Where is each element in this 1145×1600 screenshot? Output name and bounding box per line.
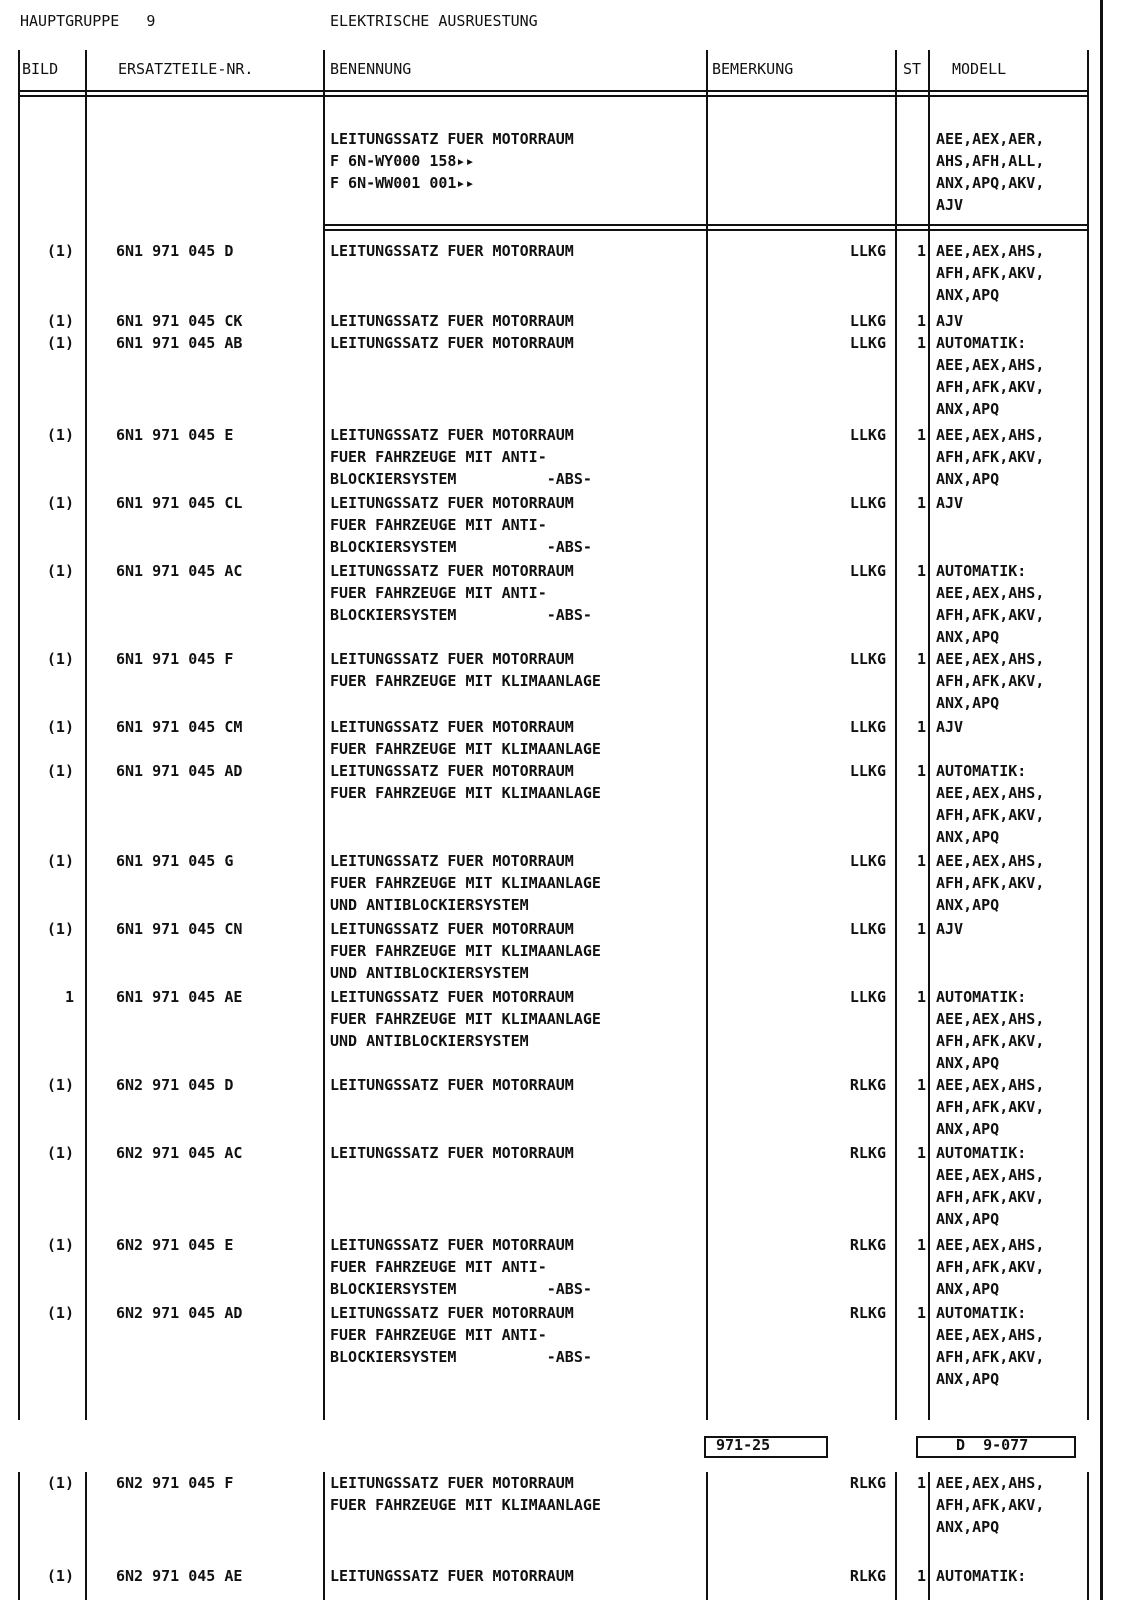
column-header-qty: ST xyxy=(903,60,922,78)
cont-col-line-qty xyxy=(928,1472,930,1600)
qty-cell: 1 xyxy=(916,1236,926,1254)
description-cell: LEITUNGSSATZ FUER MOTORRAUM FUER FAHRZEUGE MIT ANTI- BLOCKIERSYSTEM -ABS- xyxy=(330,562,592,624)
qty-cell: 1 xyxy=(916,312,926,330)
model-cell: AUTOMATIK: AEE,AEX,AHS, AFH,AFK,AKV, ANX,APQ xyxy=(936,562,1045,646)
model-cell: AEE,AEX,AHS, AFH,AFK,AKV, ANX,APQ xyxy=(936,1474,1045,1536)
bild-cell: (1) xyxy=(46,762,74,780)
intro-models: AEE,AEX,AER, AHS,AFH,ALL, ANX,APQ,AKV, AJV xyxy=(936,130,1045,214)
qty-cell: 1 xyxy=(916,1144,926,1162)
part-number-cell: 6N2 971 045 D xyxy=(116,1076,234,1094)
bild-cell: (1) xyxy=(46,1076,74,1094)
part-number-cell: 6N2 971 045 F xyxy=(116,1474,234,1492)
description-cell: LEITUNGSSATZ FUER MOTORRAUM xyxy=(330,242,574,260)
group-label: HAUPTGRUPPE 9 xyxy=(20,12,156,30)
cont-col-line-right xyxy=(1087,1472,1089,1600)
remark-cell: LLKG xyxy=(849,650,886,668)
qty-cell: 1 xyxy=(916,762,926,780)
model-cell: AUTOMATIK: AEE,AEX,AHS, AFH,AFK,AKV, ANX,APQ xyxy=(936,1144,1045,1228)
model-cell: AUTOMATIK: AEE,AEX,AHS, AFH,AFK,AKV, ANX,APQ xyxy=(936,334,1045,418)
qty-cell: 1 xyxy=(916,1567,926,1585)
col-line-right xyxy=(1087,50,1089,1420)
bild-cell: (1) xyxy=(46,718,74,736)
description-cell: LEITUNGSSATZ FUER MOTORRAUM xyxy=(330,334,574,352)
qty-cell: 1 xyxy=(916,1304,926,1322)
page-ref-left: 971-25 xyxy=(716,1436,771,1454)
bild-cell: (1) xyxy=(46,334,74,352)
bild-cell: (1) xyxy=(46,1236,74,1254)
part-number-cell: 6N1 971 045 AD xyxy=(116,762,243,780)
col-line-qty xyxy=(928,50,930,1420)
part-number-cell: 6N1 971 045 AE xyxy=(116,988,243,1006)
bild-cell: (1) xyxy=(46,242,74,260)
part-number-cell: 6N2 971 045 AD xyxy=(116,1304,243,1322)
model-cell: AJV xyxy=(936,718,964,736)
bild-cell: (1) xyxy=(46,312,74,330)
description-cell: LEITUNGSSATZ FUER MOTORRAUM xyxy=(330,1567,574,1585)
bild-cell: (1) xyxy=(46,426,74,444)
part-number-cell: 6N2 971 045 AE xyxy=(116,1567,243,1585)
part-number-cell: 6N1 971 045 CK xyxy=(116,312,243,330)
remark-cell: RLKG xyxy=(849,1144,886,1162)
model-cell: AUTOMATIK: xyxy=(936,1567,1027,1585)
part-number-cell: 6N1 971 045 AC xyxy=(116,562,243,580)
qty-cell: 1 xyxy=(916,494,926,512)
bild-cell: (1) xyxy=(46,1474,74,1492)
bild-cell: (1) xyxy=(46,562,74,580)
description-cell: LEITUNGSSATZ FUER MOTORRAUM xyxy=(330,1076,574,1094)
page-ref-right: D 9-077 xyxy=(956,1436,1029,1454)
description-cell: LEITUNGSSATZ FUER MOTORRAUM FUER FAHRZEUGE MIT KLIMAANLAGE xyxy=(330,1474,601,1514)
description-cell: LEITUNGSSATZ FUER MOTORRAUM FUER FAHRZEUGE MIT ANTI- BLOCKIERSYSTEM -ABS- xyxy=(330,494,592,556)
part-number-cell: 6N1 971 045 G xyxy=(116,852,234,870)
qty-cell: 1 xyxy=(916,334,926,352)
model-cell: AUTOMATIK: AEE,AEX,AHS, AFH,AFK,AKV, ANX,APQ xyxy=(936,988,1045,1072)
remark-cell: LLKG xyxy=(849,762,886,780)
intro-description: LEITUNGSSATZ FUER MOTORRAUM F 6N-WY000 158▸▸ F 6N-WW001 001▸▸ xyxy=(330,130,574,192)
remark-cell: RLKG xyxy=(849,1474,886,1492)
col-line-part-no xyxy=(323,50,325,1420)
col-line-bild xyxy=(85,50,87,1420)
part-number-cell: 6N1 971 045 CL xyxy=(116,494,243,512)
model-cell: AJV xyxy=(936,312,964,330)
remark-cell: LLKG xyxy=(849,242,886,260)
bild-cell: (1) xyxy=(46,1144,74,1162)
description-cell: LEITUNGSSATZ FUER MOTORRAUM FUER FAHRZEUGE MIT KLIMAANLAGE UND ANTIBLOCKIERSYSTEM xyxy=(330,852,601,914)
bild-cell: (1) xyxy=(46,494,74,512)
col-line-description xyxy=(706,50,708,1420)
column-header-description: BENENNUNG xyxy=(330,60,412,78)
remark-cell: RLKG xyxy=(849,1076,886,1094)
part-number-cell: 6N1 971 045 AB xyxy=(116,334,243,352)
description-cell: LEITUNGSSATZ FUER MOTORRAUM FUER FAHRZEUGE MIT KLIMAANLAGE xyxy=(330,718,601,758)
qty-cell: 1 xyxy=(916,650,926,668)
description-cell: LEITUNGSSATZ FUER MOTORRAUM FUER FAHRZEUGE MIT KLIMAANLAGE xyxy=(330,650,601,690)
bild-cell: (1) xyxy=(46,852,74,870)
model-cell: AUTOMATIK: AEE,AEX,AHS, AFH,AFK,AKV, ANX,APQ xyxy=(936,762,1045,846)
cont-col-line-part-no xyxy=(323,1472,325,1600)
remark-cell: RLKG xyxy=(849,1236,886,1254)
bild-cell: (1) xyxy=(46,650,74,668)
qty-cell: 1 xyxy=(916,920,926,938)
model-cell: AEE,AEX,AHS, AFH,AFK,AKV, ANX,APQ xyxy=(936,1236,1045,1298)
part-number-cell: 6N1 971 045 F xyxy=(116,650,234,668)
description-cell: LEITUNGSSATZ FUER MOTORRAUM FUER FAHRZEUGE MIT KLIMAANLAGE UND ANTIBLOCKIERSYSTEM xyxy=(330,920,601,982)
column-header-bild: BILD xyxy=(22,60,59,78)
part-number-cell: 6N1 971 045 D xyxy=(116,242,234,260)
model-cell: AEE,AEX,AHS, AFH,AFK,AKV, ANX,APQ xyxy=(936,650,1045,712)
description-cell: LEITUNGSSATZ FUER MOTORRAUM xyxy=(330,1144,574,1162)
qty-cell: 1 xyxy=(916,562,926,580)
description-cell: LEITUNGSSATZ FUER MOTORRAUM FUER FAHRZEUGE MIT KLIMAANLAGE xyxy=(330,762,601,802)
model-cell: AUTOMATIK: AEE,AEX,AHS, AFH,AFK,AKV, ANX,APQ xyxy=(936,1304,1045,1388)
description-cell: LEITUNGSSATZ FUER MOTORRAUM xyxy=(330,312,574,330)
column-header-model: MODELL xyxy=(952,60,1007,78)
model-cell: AEE,AEX,AHS, AFH,AFK,AKV, ANX,APQ xyxy=(936,1076,1045,1138)
qty-cell: 1 xyxy=(916,988,926,1006)
remark-cell: LLKG xyxy=(849,562,886,580)
model-cell: AEE,AEX,AHS, AFH,AFK,AKV, ANX,APQ xyxy=(936,242,1045,304)
page-edge-line xyxy=(1100,0,1103,1600)
bild-cell: (1) xyxy=(46,920,74,938)
description-cell: LEITUNGSSATZ FUER MOTORRAUM FUER FAHRZEUGE MIT KLIMAANLAGE UND ANTIBLOCKIERSYSTEM xyxy=(330,988,601,1050)
description-cell: LEITUNGSSATZ FUER MOTORRAUM FUER FAHRZEUGE MIT ANTI- BLOCKIERSYSTEM -ABS- xyxy=(330,426,592,488)
part-number-cell: 6N2 971 045 AC xyxy=(116,1144,243,1162)
remark-cell: RLKG xyxy=(849,1304,886,1322)
qty-cell: 1 xyxy=(916,426,926,444)
qty-cell: 1 xyxy=(916,852,926,870)
qty-cell: 1 xyxy=(916,242,926,260)
cont-col-line-bild xyxy=(85,1472,87,1600)
remark-cell: LLKG xyxy=(849,988,886,1006)
part-number-cell: 6N1 971 045 CM xyxy=(116,718,243,736)
qty-cell: 1 xyxy=(916,718,926,736)
bild-cell: 1 xyxy=(64,988,74,1006)
remark-cell: RLKG xyxy=(849,1567,886,1585)
column-header-remark: BEMERKUNG xyxy=(712,60,794,78)
remark-cell: LLKG xyxy=(849,334,886,352)
column-header-part-no: ERSATZTEILE-NR. xyxy=(118,60,254,78)
bild-cell: (1) xyxy=(46,1304,74,1322)
model-cell: AEE,AEX,AHS, AFH,AFK,AKV, ANX,APQ xyxy=(936,426,1045,488)
qty-cell: 1 xyxy=(916,1474,926,1492)
remark-cell: LLKG xyxy=(849,920,886,938)
remark-cell: LLKG xyxy=(849,494,886,512)
model-cell: AJV xyxy=(936,920,964,938)
bild-cell: (1) xyxy=(46,1567,74,1585)
model-cell: AEE,AEX,AHS, AFH,AFK,AKV, ANX,APQ xyxy=(936,852,1045,914)
cont-col-line-description xyxy=(706,1472,708,1600)
part-number-cell: 6N2 971 045 E xyxy=(116,1236,234,1254)
part-number-cell: 6N1 971 045 CN xyxy=(116,920,243,938)
remark-cell: LLKG xyxy=(849,426,886,444)
remark-cell: LLKG xyxy=(849,312,886,330)
remark-cell: LLKG xyxy=(849,852,886,870)
description-cell: LEITUNGSSATZ FUER MOTORRAUM FUER FAHRZEUGE MIT ANTI- BLOCKIERSYSTEM -ABS- xyxy=(330,1236,592,1298)
group-title: ELEKTRISCHE AUSRUESTUNG xyxy=(330,12,538,30)
part-number-cell: 6N1 971 045 E xyxy=(116,426,234,444)
description-cell: LEITUNGSSATZ FUER MOTORRAUM FUER FAHRZEUGE MIT ANTI- BLOCKIERSYSTEM -ABS- xyxy=(330,1304,592,1366)
remark-cell: LLKG xyxy=(849,718,886,736)
qty-cell: 1 xyxy=(916,1076,926,1094)
model-cell: AJV xyxy=(936,494,964,512)
